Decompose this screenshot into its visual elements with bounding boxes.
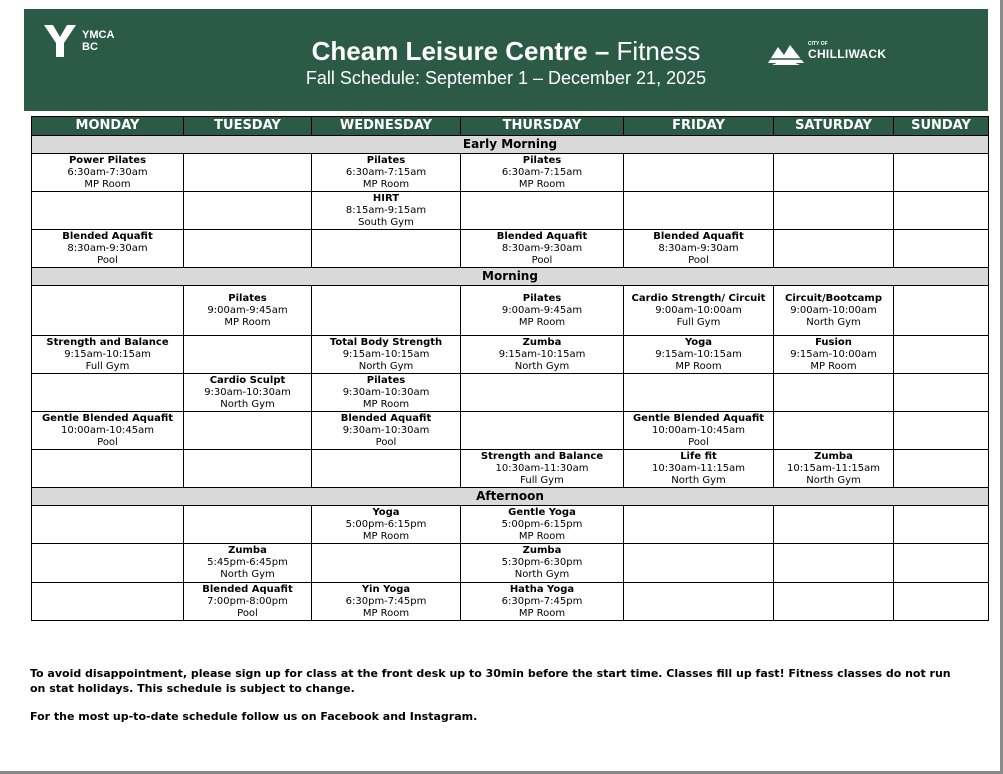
class-room: MP Room bbox=[362, 178, 410, 190]
day-header: FRIDAY bbox=[624, 117, 774, 136]
class-cell bbox=[184, 583, 312, 621]
class-cell bbox=[461, 583, 624, 621]
chilliwack-small-text: CITY OF bbox=[808, 41, 828, 47]
page-title-main: Cheam Leisure Centre – bbox=[311, 36, 610, 66]
empty-cell bbox=[624, 506, 774, 544]
empty-cell bbox=[774, 544, 894, 583]
social-note: For the most up-to-date schedule follow us on Facebook and Instagram. bbox=[30, 710, 478, 723]
class-name: Blended Aquafit bbox=[62, 230, 153, 242]
table-row bbox=[32, 286, 989, 336]
signup-note: To avoid disappointment, please sign up for class at the front desk up to 30min before the start time. Classes fill up fast! Fitness classes do not run on stat holidays. This schedule is subject to change. bbox=[30, 667, 951, 695]
chilliwack-big-text: CHILLIWACK bbox=[808, 47, 887, 61]
day-header: WEDNESDAY bbox=[312, 117, 461, 136]
class-cell bbox=[32, 336, 184, 374]
empty-cell bbox=[312, 230, 461, 268]
class-cell bbox=[312, 583, 461, 621]
class-room: Pool bbox=[688, 436, 709, 448]
class-time: 8:30am-9:30am bbox=[501, 242, 583, 254]
class-time: 9:30am-10:30am bbox=[342, 386, 430, 398]
class-time: 5:30pm-6:30pm bbox=[501, 557, 583, 568]
day-header: TUESDAY bbox=[184, 117, 312, 136]
class-name: Blended Aquafit bbox=[202, 583, 293, 595]
class-name: Power Pilates bbox=[68, 154, 147, 166]
table-row bbox=[32, 412, 989, 450]
empty-cell bbox=[32, 192, 184, 230]
class-name: HIRT bbox=[372, 192, 400, 204]
class-name: Yoga bbox=[684, 336, 713, 348]
table-row bbox=[32, 506, 989, 544]
empty-cell bbox=[32, 544, 184, 583]
class-cell bbox=[774, 450, 894, 488]
empty-cell bbox=[184, 192, 312, 230]
class-time: 10:00am-10:45am bbox=[61, 424, 154, 436]
empty-cell bbox=[624, 544, 774, 583]
class-name: Zumba bbox=[522, 545, 562, 556]
table-row bbox=[32, 336, 989, 374]
class-name: Fusion bbox=[815, 336, 852, 348]
class-cell bbox=[312, 154, 461, 192]
class-room: Pool bbox=[237, 607, 258, 619]
empty-cell bbox=[184, 412, 312, 450]
class-name: Gentle Blended Aquafit bbox=[41, 412, 174, 424]
class-cell bbox=[774, 286, 894, 336]
class-cell bbox=[32, 230, 184, 268]
class-name: Yin Yoga bbox=[361, 583, 411, 595]
page-title-rest: Fitness bbox=[616, 36, 701, 66]
table-row bbox=[32, 544, 989, 583]
class-time: 9:30am-10:30am bbox=[204, 386, 291, 398]
class-name: Pilates bbox=[228, 292, 267, 304]
class-name: Zumba bbox=[814, 450, 853, 462]
empty-cell bbox=[894, 450, 989, 488]
class-room: Pool bbox=[688, 254, 709, 266]
day-header: SATURDAY bbox=[774, 117, 894, 136]
section-label: Afternoon bbox=[32, 488, 989, 506]
empty-cell bbox=[894, 286, 989, 336]
class-name: Zumba bbox=[522, 336, 562, 348]
class-name: Strength and Balance bbox=[46, 336, 169, 348]
class-time: 9:15am-10:15am bbox=[342, 348, 430, 360]
class-name: Pilates bbox=[522, 292, 562, 304]
page-subtitle: Fall Schedule: September 1 – December 21, 2025 bbox=[305, 68, 707, 88]
class-name: Cardio Sculpt bbox=[209, 374, 286, 386]
section-row bbox=[32, 268, 989, 286]
class-cell bbox=[624, 412, 774, 450]
class-cell bbox=[624, 286, 774, 336]
class-name: Pilates bbox=[366, 154, 406, 166]
footer-notes bbox=[30, 666, 960, 724]
table-row bbox=[32, 192, 989, 230]
class-cell bbox=[461, 154, 624, 192]
class-time: 6:30am-7:30am bbox=[67, 166, 148, 178]
class-name: Pilates bbox=[522, 154, 562, 166]
class-room: North Gym bbox=[806, 316, 861, 328]
empty-cell bbox=[894, 412, 989, 450]
table-row bbox=[32, 374, 989, 412]
class-cell bbox=[461, 230, 624, 268]
class-time: 9:00am-9:45am bbox=[207, 304, 288, 316]
class-name: Gentle Blended Aquafit bbox=[632, 412, 765, 424]
empty-cell bbox=[312, 544, 461, 583]
empty-cell bbox=[184, 450, 312, 488]
empty-cell bbox=[624, 154, 774, 192]
class-name: Total Body Strength bbox=[329, 336, 443, 348]
class-cell bbox=[461, 544, 624, 583]
empty-cell bbox=[184, 336, 312, 374]
class-cell bbox=[312, 192, 461, 230]
class-cell bbox=[624, 450, 774, 488]
class-cell bbox=[461, 450, 624, 488]
class-name: Strength and Balance bbox=[480, 450, 604, 462]
schedule-body bbox=[32, 136, 989, 621]
header-banner bbox=[24, 9, 988, 111]
class-cell bbox=[312, 412, 461, 450]
class-time: 6:30pm-7:45pm bbox=[501, 595, 583, 607]
empty-cell bbox=[894, 154, 989, 192]
empty-cell bbox=[894, 544, 989, 583]
class-room: MP Room bbox=[224, 316, 271, 328]
empty-cell bbox=[894, 230, 989, 268]
ymca-text: YMCA BC bbox=[82, 29, 115, 53]
class-time: 8:30am-9:30am bbox=[67, 242, 148, 254]
table-row bbox=[32, 230, 989, 268]
empty-cell bbox=[624, 374, 774, 412]
class-room: Pool bbox=[375, 436, 397, 448]
class-time: 10:30am-11:30am bbox=[495, 462, 589, 474]
class-name: Yoga bbox=[372, 506, 400, 518]
empty-cell bbox=[461, 374, 624, 412]
class-room: Pool bbox=[97, 254, 118, 266]
class-room: MP Room bbox=[362, 607, 410, 619]
empty-cell bbox=[312, 286, 461, 336]
empty-cell bbox=[624, 583, 774, 621]
class-time: 9:00am-9:45am bbox=[501, 304, 583, 316]
empty-cell bbox=[894, 583, 989, 621]
class-cell bbox=[184, 286, 312, 336]
class-time: 9:30am-10:30am bbox=[342, 424, 430, 436]
class-room: MP Room bbox=[518, 316, 566, 328]
empty-cell bbox=[774, 230, 894, 268]
class-time: 9:15am-10:15am bbox=[64, 348, 151, 360]
class-cell bbox=[774, 336, 894, 374]
class-time: 5:45pm-6:45pm bbox=[207, 557, 288, 568]
class-time: 10:00am-10:45am bbox=[652, 424, 745, 436]
class-room: North Gym bbox=[514, 360, 570, 372]
class-cell bbox=[184, 374, 312, 412]
class-cell bbox=[624, 230, 774, 268]
class-room: North Gym bbox=[514, 569, 570, 580]
class-cell bbox=[461, 336, 624, 374]
mountain-logo-icon bbox=[766, 41, 806, 67]
class-room: North Gym bbox=[671, 474, 726, 486]
class-room: North Gym bbox=[220, 398, 275, 410]
class-cell bbox=[624, 336, 774, 374]
class-room: Pool bbox=[97, 436, 118, 448]
class-cell bbox=[312, 506, 461, 544]
class-room: Pool bbox=[531, 254, 553, 266]
empty-cell bbox=[312, 450, 461, 488]
empty-cell bbox=[184, 230, 312, 268]
class-cell bbox=[32, 154, 184, 192]
class-time: 9:15am-10:15am bbox=[498, 348, 586, 360]
empty-cell bbox=[774, 583, 894, 621]
empty-cell bbox=[774, 374, 894, 412]
empty-cell bbox=[461, 192, 624, 230]
class-room: North Gym bbox=[358, 360, 414, 372]
section-label: Morning bbox=[32, 268, 989, 286]
class-room: North Gym bbox=[220, 569, 275, 580]
section-row bbox=[32, 488, 989, 506]
class-time: 6:30am-7:15am bbox=[501, 166, 583, 178]
empty-cell bbox=[894, 336, 989, 374]
empty-cell bbox=[32, 450, 184, 488]
class-time: 9:15am-10:15am bbox=[655, 348, 742, 360]
class-name: Blended Aquafit bbox=[653, 230, 744, 242]
empty-cell bbox=[32, 286, 184, 336]
section-row bbox=[32, 136, 989, 154]
empty-cell bbox=[774, 506, 894, 544]
class-name: Life fit bbox=[680, 450, 717, 462]
class-room: MP Room bbox=[518, 530, 566, 542]
class-time: 8:30am-9:30am bbox=[658, 242, 739, 254]
empty-cell bbox=[32, 374, 184, 412]
class-room: North Gym bbox=[806, 474, 861, 486]
class-time: 6:30pm-7:45pm bbox=[345, 595, 427, 607]
day-header-row bbox=[32, 117, 989, 136]
class-time: 9:00am-10:00am bbox=[655, 304, 742, 316]
empty-cell bbox=[894, 506, 989, 544]
empty-cell bbox=[32, 583, 184, 621]
class-name: Zumba bbox=[228, 545, 267, 556]
table-row bbox=[32, 450, 989, 488]
class-room: MP Room bbox=[518, 178, 566, 190]
empty-cell bbox=[894, 374, 989, 412]
class-cell bbox=[312, 374, 461, 412]
day-header: SUNDAY bbox=[894, 117, 989, 136]
class-time: 9:00am-10:00am bbox=[790, 304, 877, 316]
class-room: MP Room bbox=[675, 360, 722, 372]
class-time: 6:30am-7:15am bbox=[345, 166, 427, 178]
class-name: Pilates bbox=[366, 374, 406, 386]
class-time: 8:15am-9:15am bbox=[345, 204, 427, 216]
empty-cell bbox=[774, 192, 894, 230]
class-room: MP Room bbox=[518, 607, 566, 619]
class-room: MP Room bbox=[362, 398, 410, 410]
empty-cell bbox=[624, 192, 774, 230]
class-time: 9:15am-10:00am bbox=[790, 348, 877, 360]
class-room: Full Gym bbox=[676, 316, 721, 328]
class-time: 5:00pm-6:15pm bbox=[345, 518, 427, 530]
empty-cell bbox=[32, 506, 184, 544]
class-cell bbox=[461, 506, 624, 544]
class-cell bbox=[184, 544, 312, 583]
empty-cell bbox=[774, 154, 894, 192]
class-room: MP Room bbox=[84, 178, 131, 190]
class-time: 7:00pm-8:00pm bbox=[207, 595, 288, 607]
day-header: MONDAY bbox=[32, 117, 184, 136]
class-room: Full Gym bbox=[85, 360, 130, 372]
class-room: MP Room bbox=[810, 360, 857, 372]
empty-cell bbox=[894, 192, 989, 230]
class-time: 10:30am-11:15am bbox=[652, 462, 745, 474]
empty-cell bbox=[774, 412, 894, 450]
class-room: Full Gym bbox=[520, 474, 564, 486]
empty-cell bbox=[461, 412, 624, 450]
class-room: MP Room bbox=[362, 530, 410, 542]
class-time: 5:00pm-6:15pm bbox=[501, 518, 583, 530]
class-name: Gentle Yoga bbox=[508, 506, 576, 518]
chilliwack-logo bbox=[766, 39, 906, 73]
section-label: Early Morning bbox=[32, 136, 989, 154]
table-row bbox=[32, 583, 989, 621]
class-time: 10:15am-11:15am bbox=[787, 462, 880, 474]
day-header: THURSDAY bbox=[461, 117, 624, 136]
empty-cell bbox=[184, 506, 312, 544]
class-room: South Gym bbox=[358, 216, 414, 228]
class-name: Hatha Yoga bbox=[509, 583, 575, 595]
class-cell bbox=[32, 412, 184, 450]
class-cell bbox=[312, 336, 461, 374]
class-cell bbox=[461, 286, 624, 336]
class-name: Blended Aquafit bbox=[496, 230, 588, 242]
class-name: Cardio Strength/ Circuit bbox=[631, 292, 766, 304]
class-name: Blended Aquafit bbox=[340, 412, 432, 424]
table-row bbox=[32, 154, 989, 192]
empty-cell bbox=[184, 154, 312, 192]
fitness-schedule-table bbox=[31, 116, 989, 621]
class-name: Circuit/Bootcamp bbox=[784, 292, 882, 304]
